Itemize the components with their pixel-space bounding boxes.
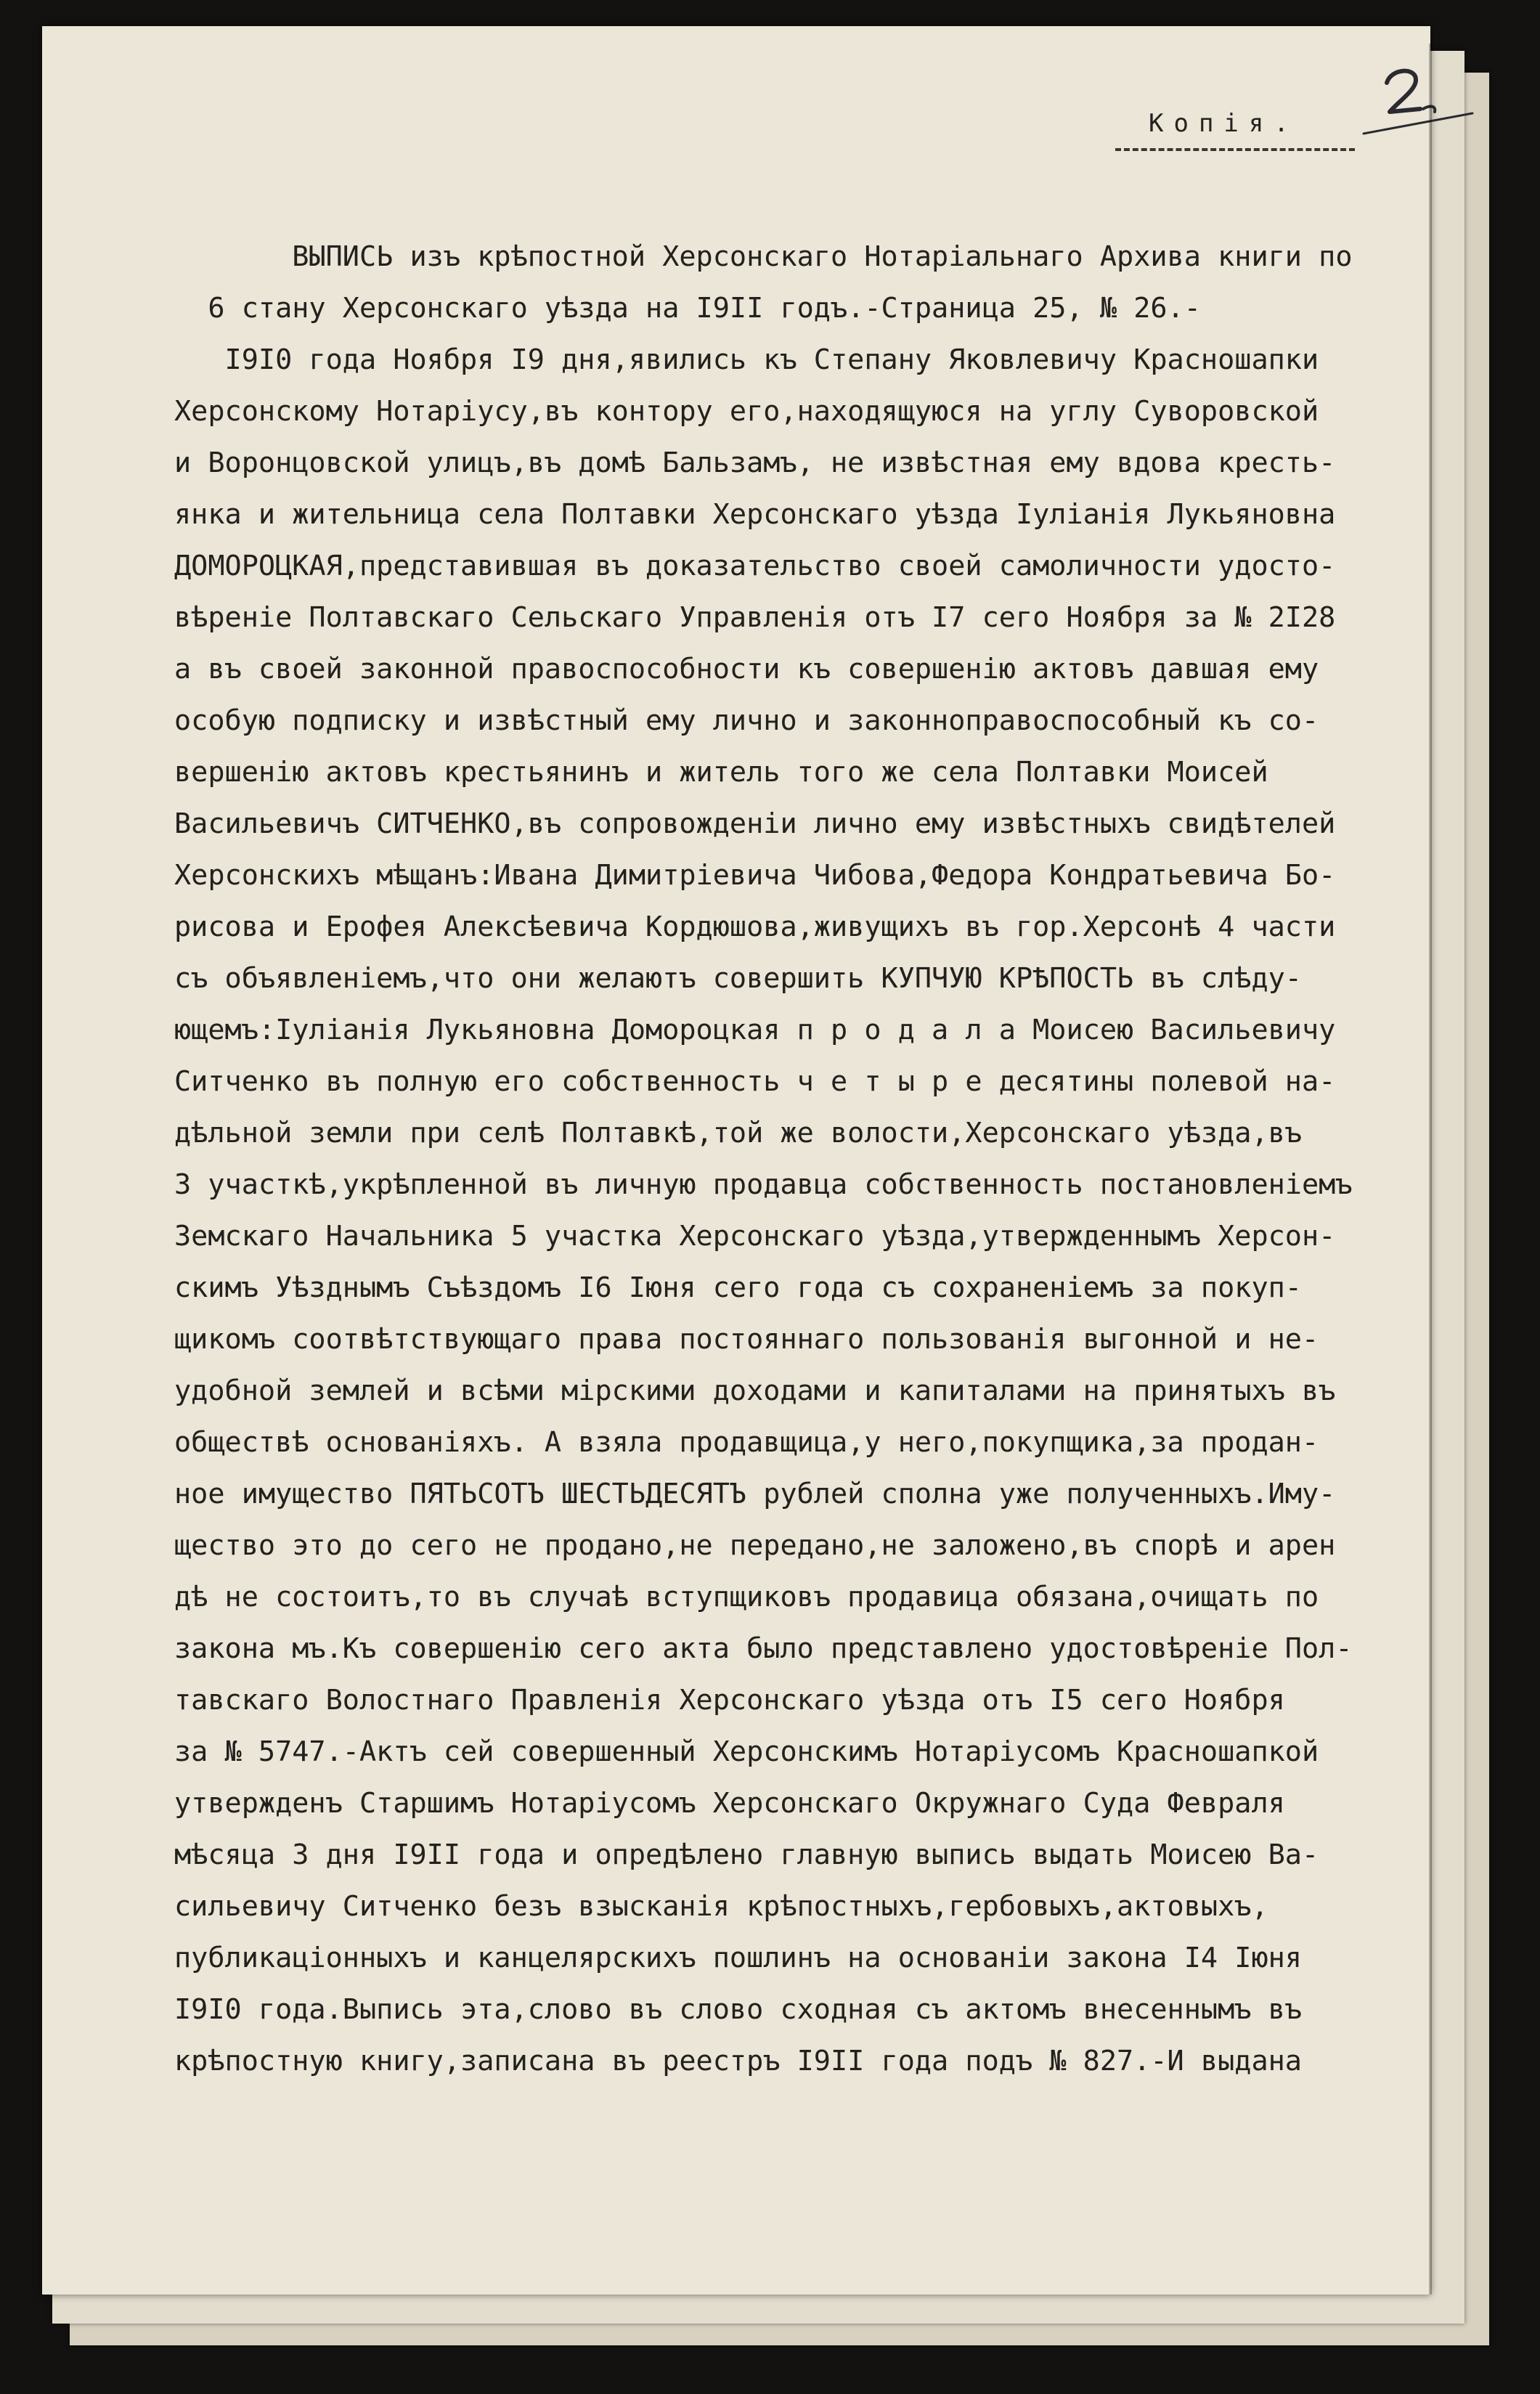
text-line: Земскаго Начальника 5 участка Херсонскаго уѣзда,утвержденнымъ Херсон- [174, 1220, 1336, 1253]
text-line: крѣпостную книгу,записана въ реестръ I9II года подъ № 827.-И выдана [174, 2045, 1302, 2077]
text-line: обществѣ основаніяхъ. А взяла продавщица,у него,покупщика,за продан- [174, 1426, 1319, 1459]
text-line: удобной землей и всѣми мірскими доходами и капиталами на принятыхъ въ [174, 1375, 1336, 1407]
text-line: Ситченко въ полную его собственность ч е т ы р е десятины полевой на- [174, 1065, 1336, 1098]
text-line: особую подписку и извѣстный ему лично и законноправоспособный къ со- [174, 704, 1319, 737]
text-line: Херсонскихъ мѣщанъ:Ивана Димитріевича Чибова,Федора Кондратьевича Бо- [174, 859, 1336, 892]
page-edge [1429, 44, 1432, 2295]
text-line: и Воронцовской улицъ,въ домѣ Бальзамъ, не извѣстная ему вдова кресть- [174, 447, 1336, 479]
text-line: I9I0 года.Выпись эта,слово въ слово сходная съ актомъ внесеннымъ въ [174, 1993, 1302, 2026]
text-line: I9I0 года Ноября I9 дня,явились къ Степану Яковлевичу Красношапки [174, 343, 1319, 376]
text-line: янка и жительница села Полтавки Херсонскаго уѣзда Іуліанія Лукьяновна [174, 498, 1336, 531]
text-line: закона мъ.Къ совершенію сего акта было представлено удостовѣреніе Пол- [174, 1632, 1353, 1665]
text-line: дѣ не состоитъ,то въ случаѣ вступщиковъ продавица обязана,очищать по [174, 1581, 1319, 1613]
handwritten-page-number [1349, 61, 1480, 141]
text-line: утвержденъ Старшимъ Нотаріусомъ Херсонскаго Окружнаго Суда Февраля [174, 1787, 1285, 1820]
copy-underline [1115, 148, 1355, 151]
text-line: 3 участкѣ,укрѣпленной въ личную продавца собственность постановленіемъ [174, 1168, 1353, 1201]
text-line: Херсонскому Нотаріусу,въ контору его,находящуюся на углу Суворовской [174, 395, 1319, 428]
text-line: вершенію актовъ крестьянинъ и житель того же села Полтавки Моисей [174, 756, 1268, 789]
document-body [174, 231, 1452, 2087]
text-line: 6 стану Херсонскаго уѣзда на I9II годъ.-Страница 25, № 26.- [174, 292, 1201, 325]
text-line: ное имущество ПЯТЬСОТЪ ШЕСТЬДЕСЯТЪ рублей сполна уже полученныхъ.Иму- [174, 1478, 1336, 1510]
text-line: щество это до сего не продано,не передано,не заложено,въ спорѣ и арен [174, 1529, 1336, 1562]
text-line: дѣльной земли при селѣ Полтавкѣ,той же волости,Херсонскаго уѣзда,въ [174, 1117, 1302, 1149]
copy-label: Копія. [1149, 109, 1299, 138]
text-line: скимъ Уѣзднымъ Съѣздомъ I6 Іюня сего года съ сохраненіемъ за покуп- [174, 1271, 1302, 1304]
text-line: публикаціонныхъ и канцелярскихъ пошлинъ на основаніи закона I4 Іюня [174, 1942, 1302, 1974]
text-line: щикомъ соотвѣтствующаго права постояннаго пользованія выгонной и не- [174, 1323, 1319, 1356]
text-line: ВЫПИСЬ изъ крѣпостной Херсонскаго Нотаріальнаго Архива книги по [174, 240, 1353, 273]
text-line: за № 5747.-Актъ сей совершенный Херсонскимъ Нотаріусомъ Красношапкой [174, 1735, 1319, 1768]
text-line: сильевичу Ситченко безъ взысканія крѣпостныхъ,гербовыхъ,актовыхъ, [174, 1890, 1268, 1923]
text-line: мѣсяца 3 дня I9II года и опредѣлено главную выпись выдать Моисею Ва- [174, 1839, 1319, 1871]
text-line: ДОМОРОЦКАЯ,представившая въ доказательство своей самоличности удосто- [174, 550, 1336, 582]
text-line: а въ своей законной правоспособности къ совершенію актовъ давшая ему [174, 653, 1319, 685]
text-line: ющемъ:Іуліанія Лукьяновна Домороцкая п р о д а л а Моисею Васильевичу [174, 1014, 1336, 1046]
text-line: съ объявленіемъ,что они желаютъ совершить КУПЧУЮ КРѢПОСТЬ въ слѣду- [174, 962, 1302, 995]
text-line: Васильевичъ СИТЧЕНКО,въ сопровожденіи лично ему извѣстныхъ свидѣтелей [174, 807, 1336, 840]
text-line: рисова и Ерофея Алексѣевича Кордюшова,живущихъ въ гор.Херсонѣ 4 части [174, 911, 1336, 943]
text-line: вѣреніе Полтавскаго Сельскаго Управленія отъ I7 сего Ноября за № 2I28 [174, 601, 1336, 634]
text-line: тавскаго Волостнаго Правленія Херсонскаго уѣзда отъ I5 сего Ноября [174, 1684, 1285, 1717]
